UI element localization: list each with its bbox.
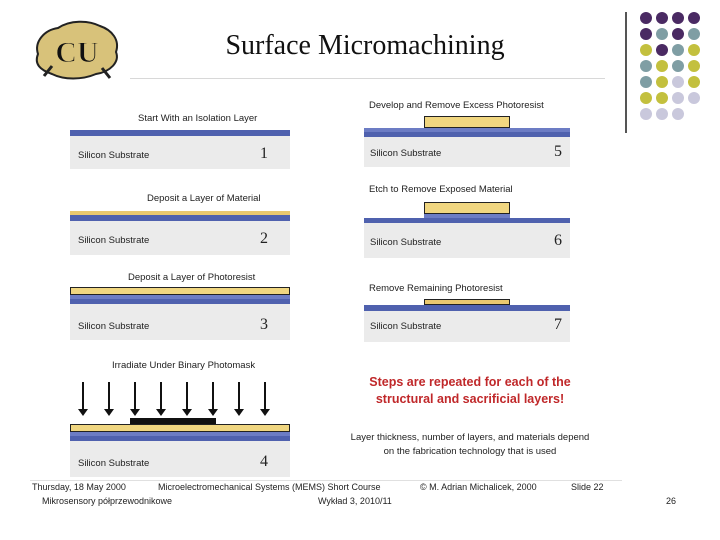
- uv-arrow: [108, 382, 110, 410]
- substrate-5: [364, 137, 570, 167]
- dot: [672, 12, 684, 24]
- photoresist-block: [424, 202, 510, 214]
- cu-buffalo-logo: [30, 14, 125, 82]
- dot: [656, 44, 668, 56]
- dot: [672, 60, 684, 72]
- step-number-3: 3: [260, 316, 268, 333]
- dot: [688, 60, 700, 72]
- dot: [688, 28, 700, 40]
- substrate-label: Silicon Substrate: [370, 321, 442, 332]
- dot: [688, 76, 700, 88]
- slide-title: Surface Micromachining: [225, 30, 505, 61]
- uv-arrow: [212, 382, 214, 410]
- step-1-caption: Start With an Isolation Layer: [138, 113, 258, 124]
- substrate-label: Silicon Substrate: [78, 150, 150, 161]
- corner-divider: [625, 12, 627, 133]
- substrate-label: Silicon Substrate: [370, 237, 442, 248]
- uv-arrow: [186, 382, 188, 410]
- decorative-dot-grid: [640, 12, 710, 132]
- step-4-caption: Irradiate Under Binary Photomask: [112, 360, 256, 371]
- step-number-1: 1: [260, 145, 268, 162]
- dot: [656, 76, 668, 88]
- dot: [672, 76, 684, 88]
- substrate-label: Silicon Substrate: [78, 235, 150, 246]
- dot: [672, 108, 684, 120]
- step-7-caption: Remove Remaining Photoresist: [369, 283, 503, 294]
- dot: [640, 44, 652, 56]
- dot: [656, 28, 668, 40]
- photoresist-layer: [70, 424, 290, 432]
- footer-slide: Slide 22: [571, 482, 604, 492]
- uv-arrow: [238, 382, 240, 410]
- uv-arrow: [134, 382, 136, 410]
- dot: [656, 108, 668, 120]
- substrate-label: Silicon Substrate: [78, 458, 150, 469]
- photoresist-layer: [70, 287, 290, 295]
- footer-author: © M. Adrian Michalicek, 2000: [420, 482, 537, 492]
- photoresist-block: [424, 116, 510, 128]
- dot: [672, 28, 684, 40]
- step-6-caption: Etch to Remove Exposed Material: [369, 184, 513, 195]
- footer-lecture: Wykład 3, 2010/11: [318, 496, 392, 506]
- substrate-2: [70, 221, 290, 255]
- dot: [640, 12, 652, 24]
- uv-arrow: [82, 382, 84, 410]
- dot: [640, 108, 652, 120]
- step-5-caption: Develop and Remove Excess Photoresist: [369, 100, 544, 111]
- step-number-2: 2: [260, 230, 268, 247]
- dot: [688, 44, 700, 56]
- uv-arrow: [264, 382, 266, 410]
- substrate-label: Silicon Substrate: [78, 321, 150, 332]
- substrate-4: [70, 441, 290, 477]
- substrate-6: [364, 223, 570, 258]
- substrate-7: [364, 311, 570, 342]
- footer-subtitle: Mikrosensory półprzewodnikowe: [42, 496, 173, 506]
- substrate-1: [70, 136, 290, 169]
- step-2-caption: Deposit a Layer of Material: [147, 193, 261, 204]
- uv-arrow: [160, 382, 162, 410]
- dot: [640, 28, 652, 40]
- svg-text:CU: CU: [55, 36, 99, 69]
- dot: [640, 76, 652, 88]
- step-number-6: 6: [554, 232, 562, 249]
- step-number-5: 5: [554, 143, 562, 160]
- dot: [672, 44, 684, 56]
- dot: [688, 92, 700, 104]
- dot: [656, 92, 668, 104]
- dot: [640, 60, 652, 72]
- layer-note: Layer thickness, number of layers, and materials depend on the fabrication technology that is used: [350, 432, 590, 457]
- footer-date: Thursday, 18 May 2000: [32, 482, 126, 492]
- substrate-label: Silicon Substrate: [370, 148, 442, 159]
- substrate-3: [70, 304, 290, 340]
- dot: [640, 92, 652, 104]
- dot: [672, 92, 684, 104]
- page-number: 26: [666, 496, 677, 506]
- dot: [656, 12, 668, 24]
- step-number-4: 4: [260, 453, 268, 470]
- repeat-note: Steps are repeated for each of the structural and sacrificial layers!: [369, 375, 571, 406]
- dot: [688, 12, 700, 24]
- title-divider: [130, 78, 605, 79]
- step-number-7: 7: [554, 316, 562, 333]
- footer-rule: [30, 480, 622, 481]
- dot: [656, 60, 668, 72]
- footer-course: Microelectromechanical Systems (MEMS) Short Course: [158, 482, 381, 492]
- step-3-caption: Deposit a Layer of Photoresist: [128, 272, 256, 283]
